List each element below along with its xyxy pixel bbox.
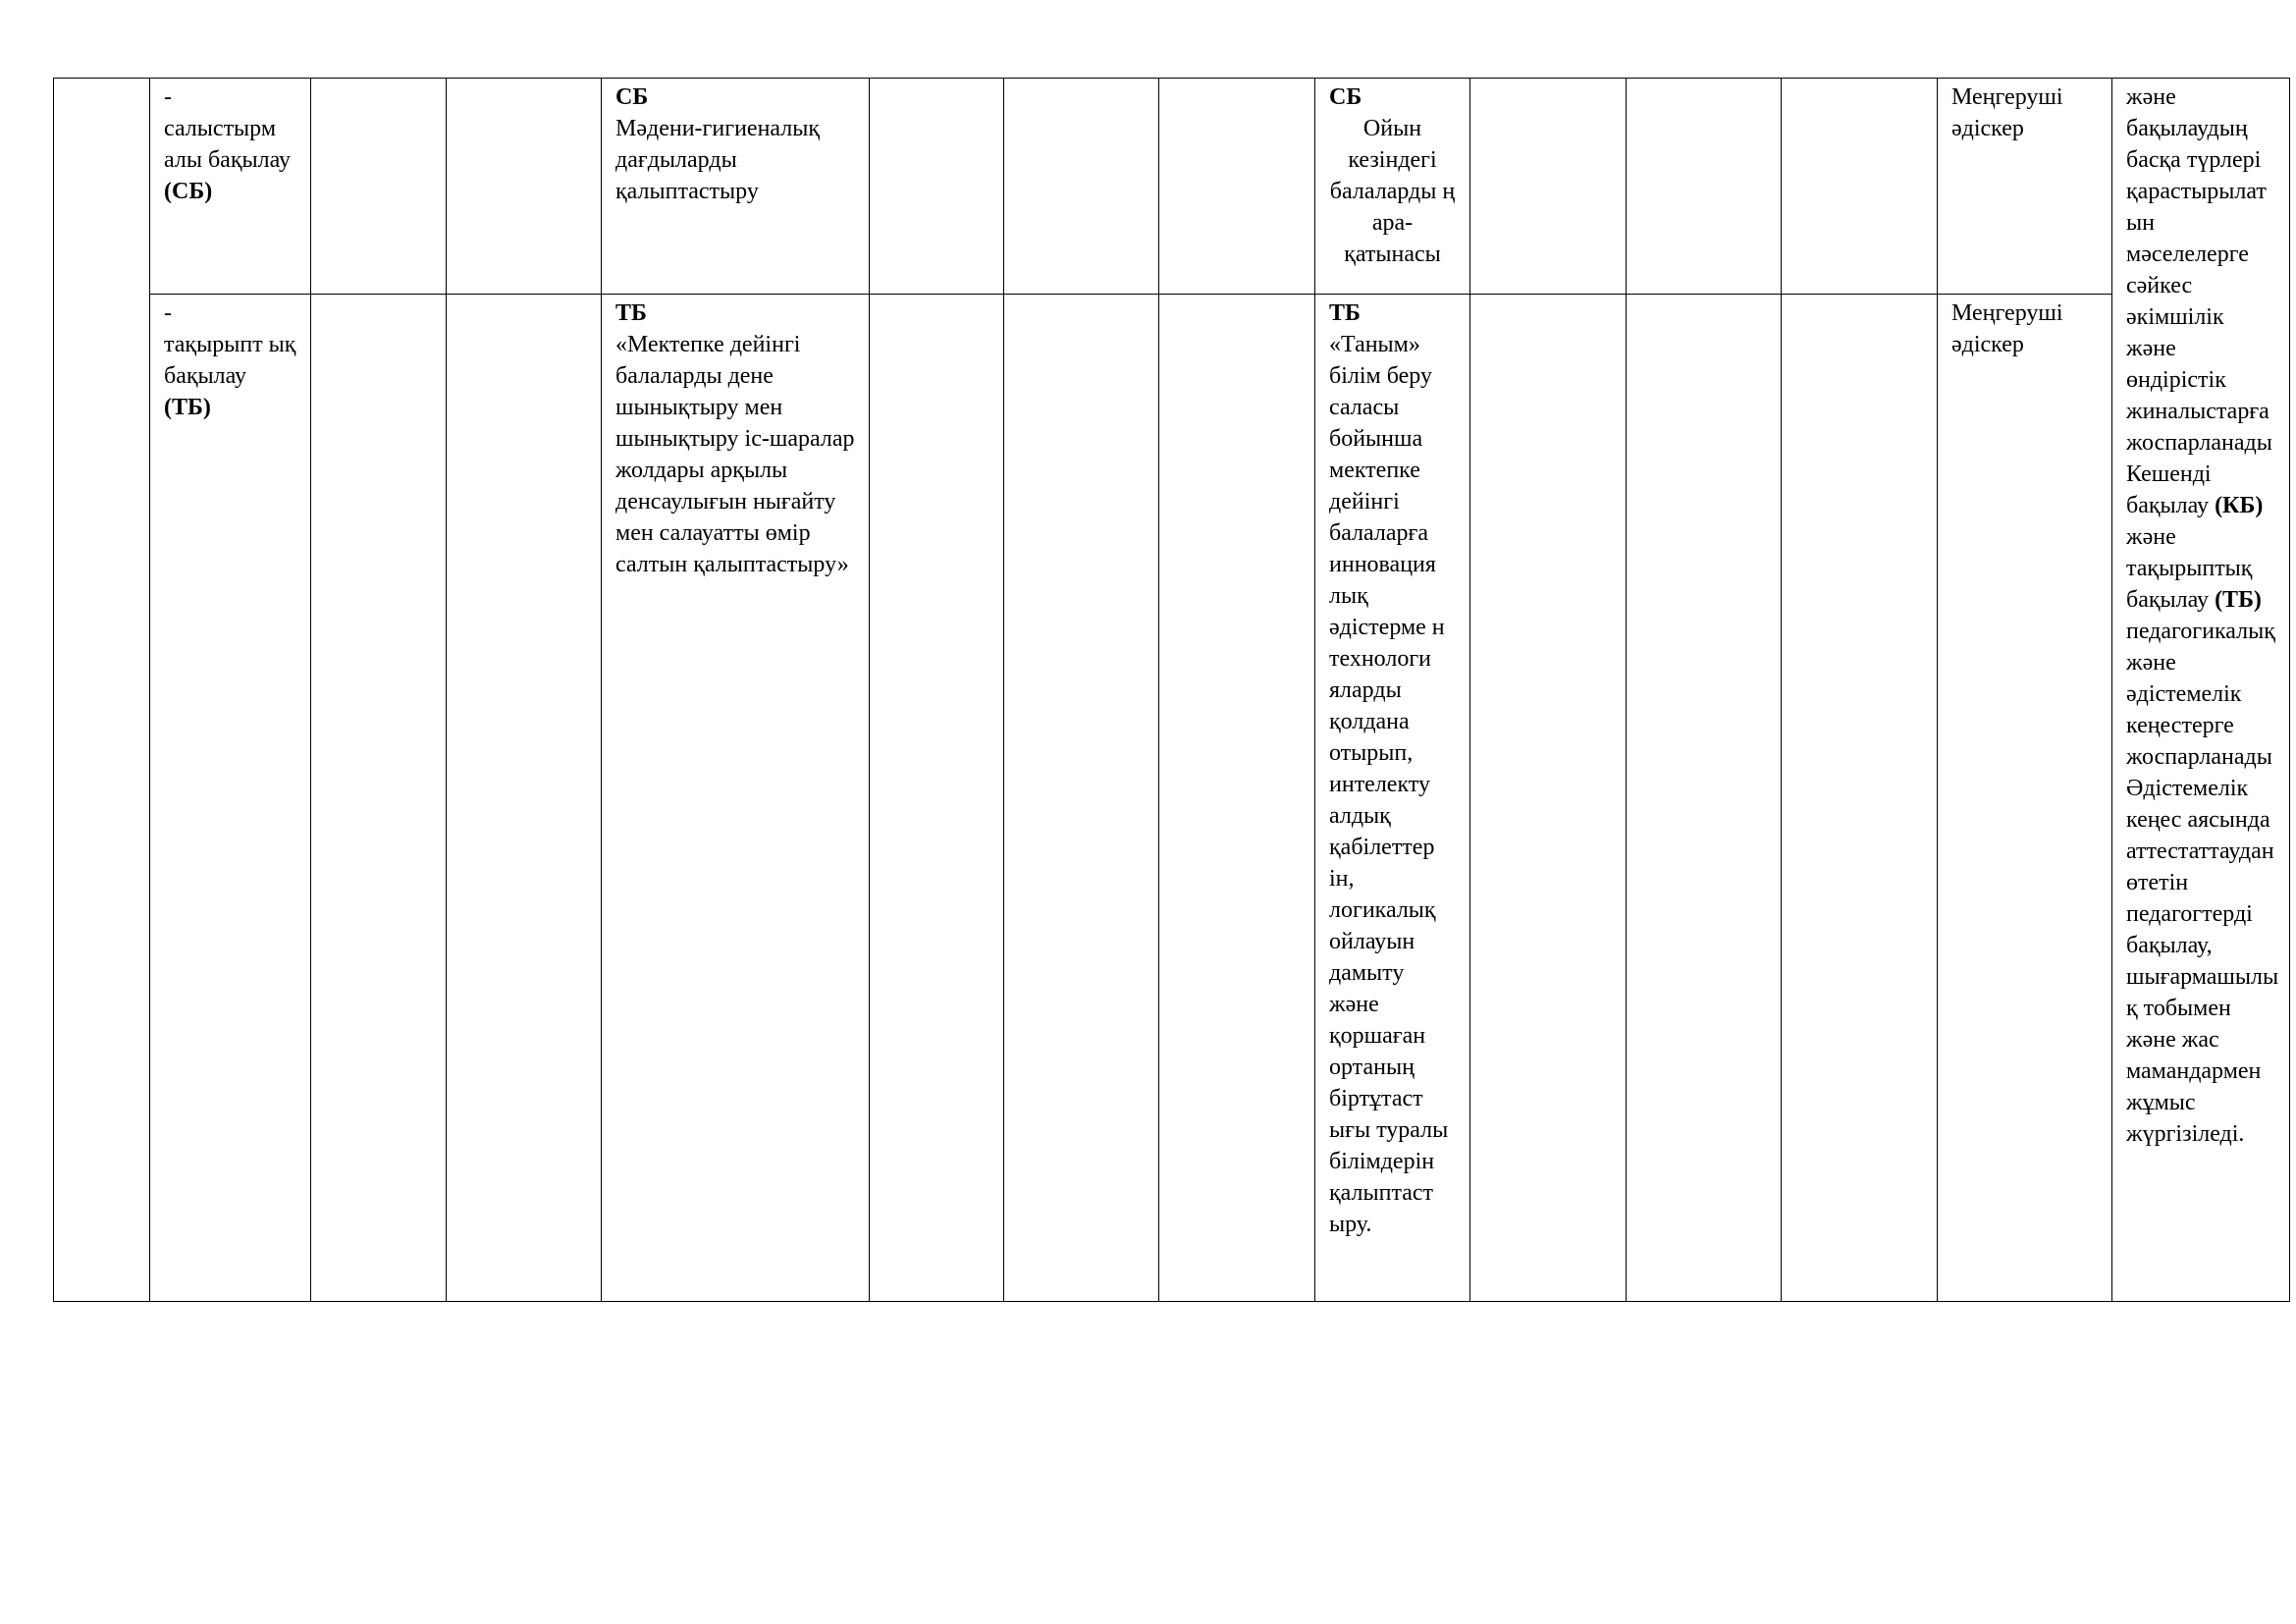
empty-cell [1782, 295, 1938, 1302]
control-type-code: (СБ) [164, 179, 213, 204]
control-type-dash: - [164, 84, 172, 110]
empty-cell [311, 295, 447, 1302]
control-type-name: тақырыпт ық бақылау [164, 332, 296, 389]
empty-cell [1627, 295, 1782, 1302]
empty-cell [1627, 79, 1782, 295]
note-cell [2112, 79, 2290, 1302]
empty-cell [1004, 295, 1159, 1302]
empty-cell [1159, 79, 1315, 295]
topic-cell [602, 295, 870, 1302]
empty-cell [1159, 295, 1315, 1302]
control-type-cell [150, 79, 311, 295]
control-type-cell [150, 295, 311, 1302]
empty-cell [447, 295, 602, 1302]
topic-code: СБ [615, 84, 649, 110]
topic-text: «Мектепке дейінгі балаларды дене шынықтыру мен шынықтыру іс-шаралар жолдары арқылы денсаулығын нығайту мен салауатты өмір салтын қалыптастыру» [615, 332, 855, 577]
control-type-code: (ТБ) [164, 395, 211, 420]
empty-cell [447, 79, 602, 295]
empty-cell [870, 295, 1004, 1302]
note-kb-code: (КБ) [2215, 493, 2264, 518]
empty-cell [1470, 295, 1627, 1302]
empty-cell [1470, 79, 1627, 295]
empty-cell [1782, 79, 1938, 295]
note-text: және тақырыптық бақылау [2126, 524, 2253, 613]
control-type-name: салыстырм алы бақылау [164, 116, 292, 173]
note-tb-code: (ТБ) [2215, 587, 2262, 613]
table-row [54, 79, 2290, 295]
note-text: және бақылаудың басқа түрлері қарастырылат ын мәселелерге сәйкес әкімшілік және өндірістік жиналыстарға жоспарланады Кешенді бақылау [2126, 84, 2272, 518]
empty-cell [311, 79, 447, 295]
empty-cell [54, 79, 150, 1302]
responsible-cell: Меңгеруші әдіскер [1938, 79, 2112, 295]
empty-cell [870, 79, 1004, 295]
topic-text: Мәдени-гигиеналық дағдыларды қалыптастыру [615, 116, 821, 204]
empty-cell [1004, 79, 1159, 295]
responsible-cell: Меңгеруші әдіскер [1938, 295, 2112, 1302]
topic-code: СБ [1329, 84, 1362, 110]
topic-text: «Таным» білім беру саласы бойынша мектепке дейінгі балаларға инновация лық әдістерме н технологи яларды қолдана отырып, интелекту алдық қабілеттер ін, логикалық ойлауын дамыту және қоршаған ортаның біртұтаст ығы туралы білімдерін қалыптаст ыру. [1329, 332, 1449, 1237]
topic-cell [602, 79, 870, 295]
table-row [54, 295, 2290, 1302]
topic-cell [1315, 295, 1470, 1302]
topic-text: Ойын кезіндегі балаларды ң ара-қатынасы [1329, 116, 1456, 267]
topic-code: ТБ [615, 300, 647, 326]
control-plan-table [53, 78, 2290, 1302]
topic-code: ТБ [1329, 300, 1361, 326]
control-type-dash: - [164, 300, 172, 326]
note-text: педагогикалық және әдістемелік кеңестерге жоспарланады Әдістемелік кеңес аясында аттестаттаудан өтетін педагогтерді бақылау, шығармашылы қ тобымен және жас мамандармен жұмыс жүргізіледі. [2126, 619, 2279, 1147]
topic-cell [1315, 79, 1470, 295]
